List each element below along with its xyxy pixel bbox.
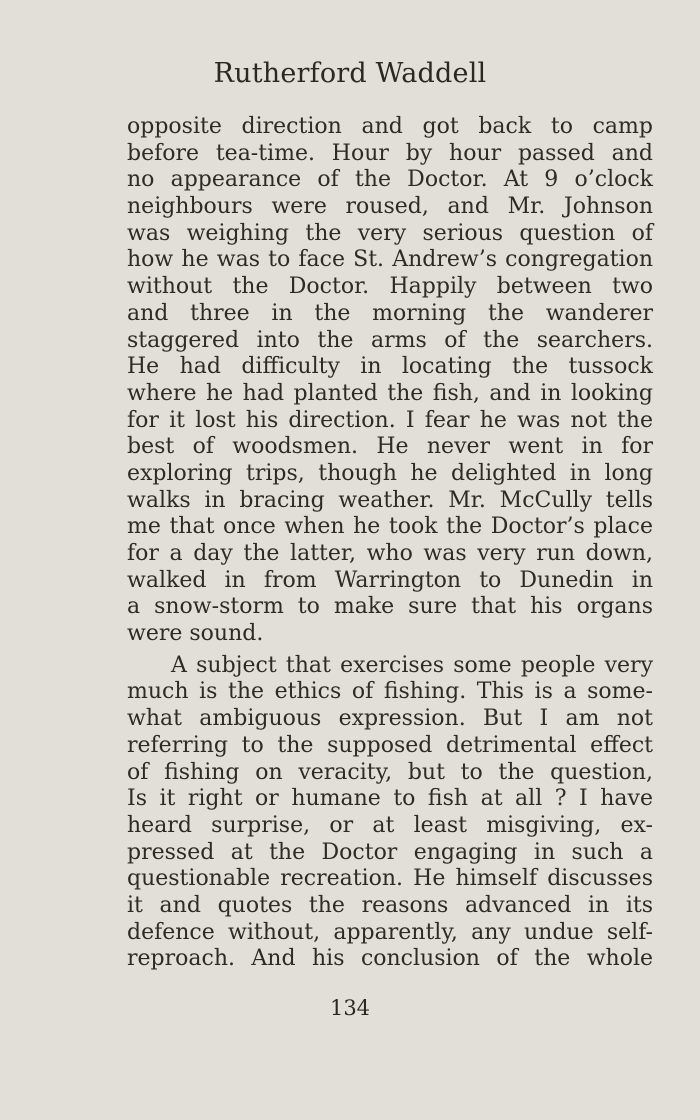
- text-line: defence without, apparently, any undue self-: [127, 919, 653, 945]
- text-line: best of woodsmen. He never went in for: [127, 434, 653, 460]
- text-line: neighbours were roused, and Mr. Johnson: [127, 194, 653, 220]
- text-line: A subject that exercises some people very: [171, 652, 653, 678]
- text-line: heard surprise, or at least misgiving, ex-: [127, 812, 653, 838]
- text-line: walks in bracing weather. Mr. McCully tells: [127, 487, 653, 513]
- text-line: before tea-time. Hour by hour passed and: [127, 140, 653, 166]
- text-line: and three in the morning the wanderer: [127, 300, 653, 326]
- text-line: questionable recreation. He himself discusses: [127, 866, 653, 892]
- text-line: what ambiguous expression. But I am not: [127, 706, 653, 732]
- text-line: for a day the latter, who was very run down,: [127, 541, 653, 566]
- text-line: reproach. And his conclusion of the whole: [127, 946, 653, 972]
- text-line: were sound.: [127, 621, 264, 647]
- text-line: it and quotes the reasons advanced in its: [127, 892, 653, 918]
- text-line: opposite direction and got back to camp: [127, 114, 653, 139]
- text-line: for it lost his direction. I fear he was not the: [127, 407, 653, 433]
- paragraph: [127, 114, 653, 648]
- text-line: of fishing on veracity, but to the question,: [127, 759, 653, 785]
- text-line: referring to the supposed detrimental effect: [127, 732, 653, 758]
- page-number: 134: [329, 996, 371, 1020]
- text-line: exploring trips, though he delighted in long: [127, 460, 653, 486]
- text-line: much is the ethics of fishing. This is a some-: [127, 679, 653, 705]
- text-line: was weighing the very serious question of: [127, 220, 653, 246]
- text-line: a snow-storm to make sure that his organs: [127, 594, 653, 620]
- text-line: Is it right or humane to fish at all ? I have: [127, 786, 653, 812]
- text-line: He had difficulty in locating the tussock: [127, 354, 653, 380]
- body-text: [127, 114, 653, 973]
- text-line: where he had planted the fish, and in looking: [127, 380, 653, 406]
- text-line: pressed at the Doctor engaging in such a: [127, 839, 653, 865]
- text-line: staggered into the arms of the searchers.: [127, 327, 653, 353]
- text-line: no appearance of the Doctor. At 9 o’clock: [127, 167, 653, 193]
- text-line: how he was to face St. Andrew’s congregation: [127, 247, 653, 273]
- paragraph: [127, 653, 653, 973]
- text-line: me that once when he took the Doctor’s place: [127, 514, 653, 540]
- running-head-title: Rutherford Waddell: [213, 58, 487, 89]
- text-line: without the Doctor. Happily between two: [127, 274, 653, 300]
- text-line: walked in from Warrington to Dunedin in: [127, 567, 653, 593]
